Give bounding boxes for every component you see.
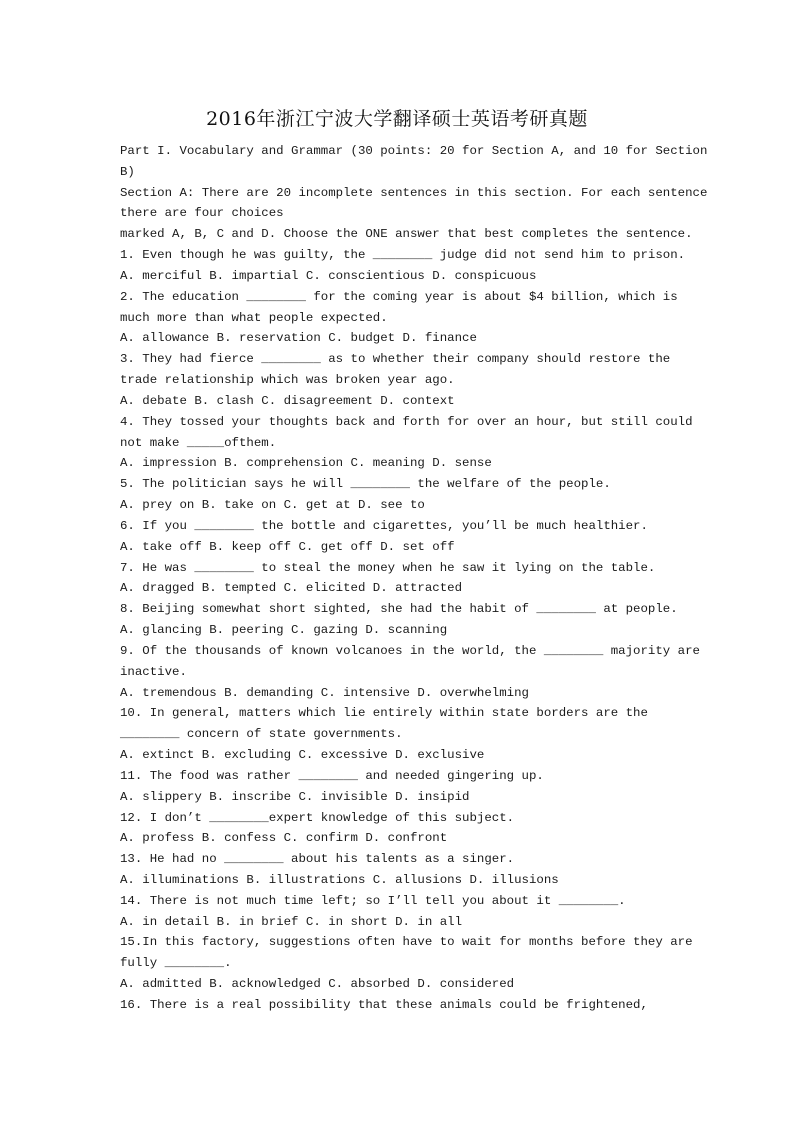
- document-body: [120, 141, 708, 1016]
- document-title: 2016年浙江宁波大学翻译硕士英语考研真题: [206, 108, 588, 130]
- text-line: inactive.: [120, 664, 187, 679]
- text-line: A. slippery B. inscribe C. invisible D. insipid: [120, 789, 470, 804]
- text-line: A. allowance B. reservation C. budget D. finance: [120, 331, 477, 346]
- text-line: A. illuminations B. illustrations C. allusions D. illusions: [120, 872, 559, 887]
- text-line: 1. Even though he was guilty, the ________ judge did not send him to prison.: [120, 248, 686, 263]
- text-line: 9. Of the thousands of known volcanoes in the world, the ________ majority are: [120, 643, 700, 658]
- text-line: 8. Beijing somewhat short sighted, she had the habit of ________ at people.: [120, 602, 678, 617]
- text-line: much more than what people expected.: [120, 310, 388, 325]
- text-line: 5. The politician says he will ________ the welfare of the people.: [120, 477, 611, 492]
- text-line: A. in detail B. in brief C. in short D. in all: [120, 914, 463, 929]
- text-line: trade relationship which was broken year ago.: [120, 373, 455, 388]
- text-line: Part I. Vocabulary and Grammar (30 points: 20 for Section A, and 10 for Section: [120, 144, 708, 158]
- text-line: A. prey on B. take on C. get at D. see to: [120, 498, 425, 513]
- text-line: not make _____ofthem.: [120, 435, 277, 450]
- text-line: B): [120, 164, 135, 179]
- text-line: there are four choices: [120, 206, 284, 221]
- text-line: A. glancing B. peering C. gazing D. scanning: [120, 623, 448, 638]
- text-line: A. admitted B. acknowledged C. absorbed D. considered: [120, 977, 515, 992]
- text-line: A. extinct B. excluding C. excessive D. exclusive: [120, 748, 485, 763]
- text-line: A. dragged B. tempted C. elicited D. attracted: [120, 581, 463, 596]
- text-line: 13. He had no ________ about his talents as a singer.: [120, 852, 515, 867]
- text-line: fully ________.: [120, 956, 232, 971]
- text-line: 7. He was ________ to steal the money when he saw it lying on the table.: [120, 560, 656, 575]
- text-line: 16. There is a real possibility that these animals could be frightened,: [120, 997, 648, 1012]
- text-line: 4. They tossed your thoughts back and forth for over an hour, but still could: [120, 414, 693, 429]
- text-line: A. debate B. clash C. disagreement D. context: [120, 393, 455, 408]
- text-line: 2. The education ________ for the coming year is about $4 billion, which is: [120, 289, 678, 304]
- text-line: A. merciful B. impartial C. conscientious D. conspicuous: [120, 268, 537, 283]
- text-line: 15.In this factory, suggestions often have to wait for months before they are: [120, 935, 693, 950]
- text-line: 6. If you ________ the bottle and cigarettes, you’ll be much healthier.: [120, 518, 648, 533]
- text-line: 10. In general, matters which lie entirely within state borders are the: [120, 706, 648, 721]
- text-line: 11. The food was rather ________ and needed gingering up.: [120, 768, 544, 783]
- text-line: ________ concern of state governments.: [120, 727, 403, 742]
- text-line: 14. There is not much time left; so I’ll tell you about it ________.: [120, 893, 626, 908]
- text-line: A. profess B. confess C. confirm D. confront: [120, 831, 448, 846]
- text-line: 12. I don’t ________expert knowledge of this subject.: [120, 810, 515, 825]
- text-line: A. tremendous B. demanding C. intensive D. overwhelming: [120, 685, 529, 700]
- text-line: 3. They had fierce ________ as to whether their company should restore the: [120, 352, 671, 367]
- text-line: Section A: There are 20 incomplete sentences in this section. For each sentence: [120, 185, 708, 200]
- text-line: marked A, B, C and D. Choose the ONE answer that best completes the sentence.: [120, 227, 693, 242]
- text-line: A. take off B. keep off C. get off D. set off: [120, 539, 455, 554]
- text-line: A. impression B. comprehension C. meaning D. sense: [120, 456, 492, 471]
